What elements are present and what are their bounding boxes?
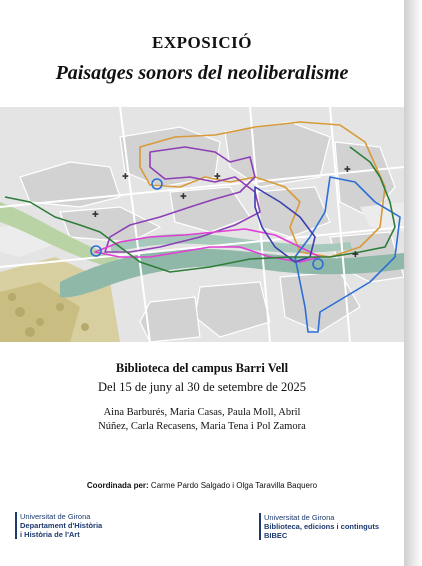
right-logo-bar (259, 513, 261, 540)
svg-text:✚: ✚ (180, 192, 187, 201)
map-graphic (0, 107, 404, 342)
left-logo-bar (15, 512, 17, 539)
logo-right-line-2: Biblioteca, edicions i continguts (264, 522, 380, 531)
logo-right-line-3: BIBEC (264, 531, 288, 540)
venue-name: Biblioteca del campus Barri Vell (115, 361, 289, 375)
authors-line-1: Aina Barburés, Maria Casas, Paula Moll, Abril (103, 407, 301, 418)
svg-text:✚: ✚ (352, 250, 359, 259)
logo-department-history (20, 512, 102, 539)
svg-text:✚: ✚ (344, 165, 351, 174)
svg-text:✚: ✚ (122, 172, 129, 181)
poster-subtitle: Paisatges sonors del neoliberalisme (55, 62, 349, 84)
logo-library-bibec (264, 513, 379, 540)
page-edge-shadow (404, 0, 422, 566)
svg-text:✚: ✚ (214, 172, 221, 181)
logo-left-line-2: Departament d'Història (20, 521, 103, 530)
coordination-names: Carme Pardo Salgado i Olga Taravilla Baquero (150, 481, 318, 490)
authors-list (0, 406, 404, 433)
authors-line-2: Núñez, Carla Recasens, Maria Tena i Pol Zamora (98, 420, 306, 432)
logo-left-line-3: i Història de l'Art (20, 530, 80, 539)
coordination-label: Coordinada per: (86, 481, 149, 490)
exhibition-dates: Del 15 de juny al 30 de setembre de 2025 (98, 380, 306, 394)
logo-right-line-1: Universitat de Girona (264, 513, 335, 522)
route-map (0, 107, 404, 342)
coordination-credit (0, 481, 404, 490)
poster-title: EXPOSICIÓ (152, 33, 252, 52)
svg-text:✚: ✚ (92, 210, 99, 219)
logo-left-line-1: Universitat de Girona (20, 512, 91, 521)
